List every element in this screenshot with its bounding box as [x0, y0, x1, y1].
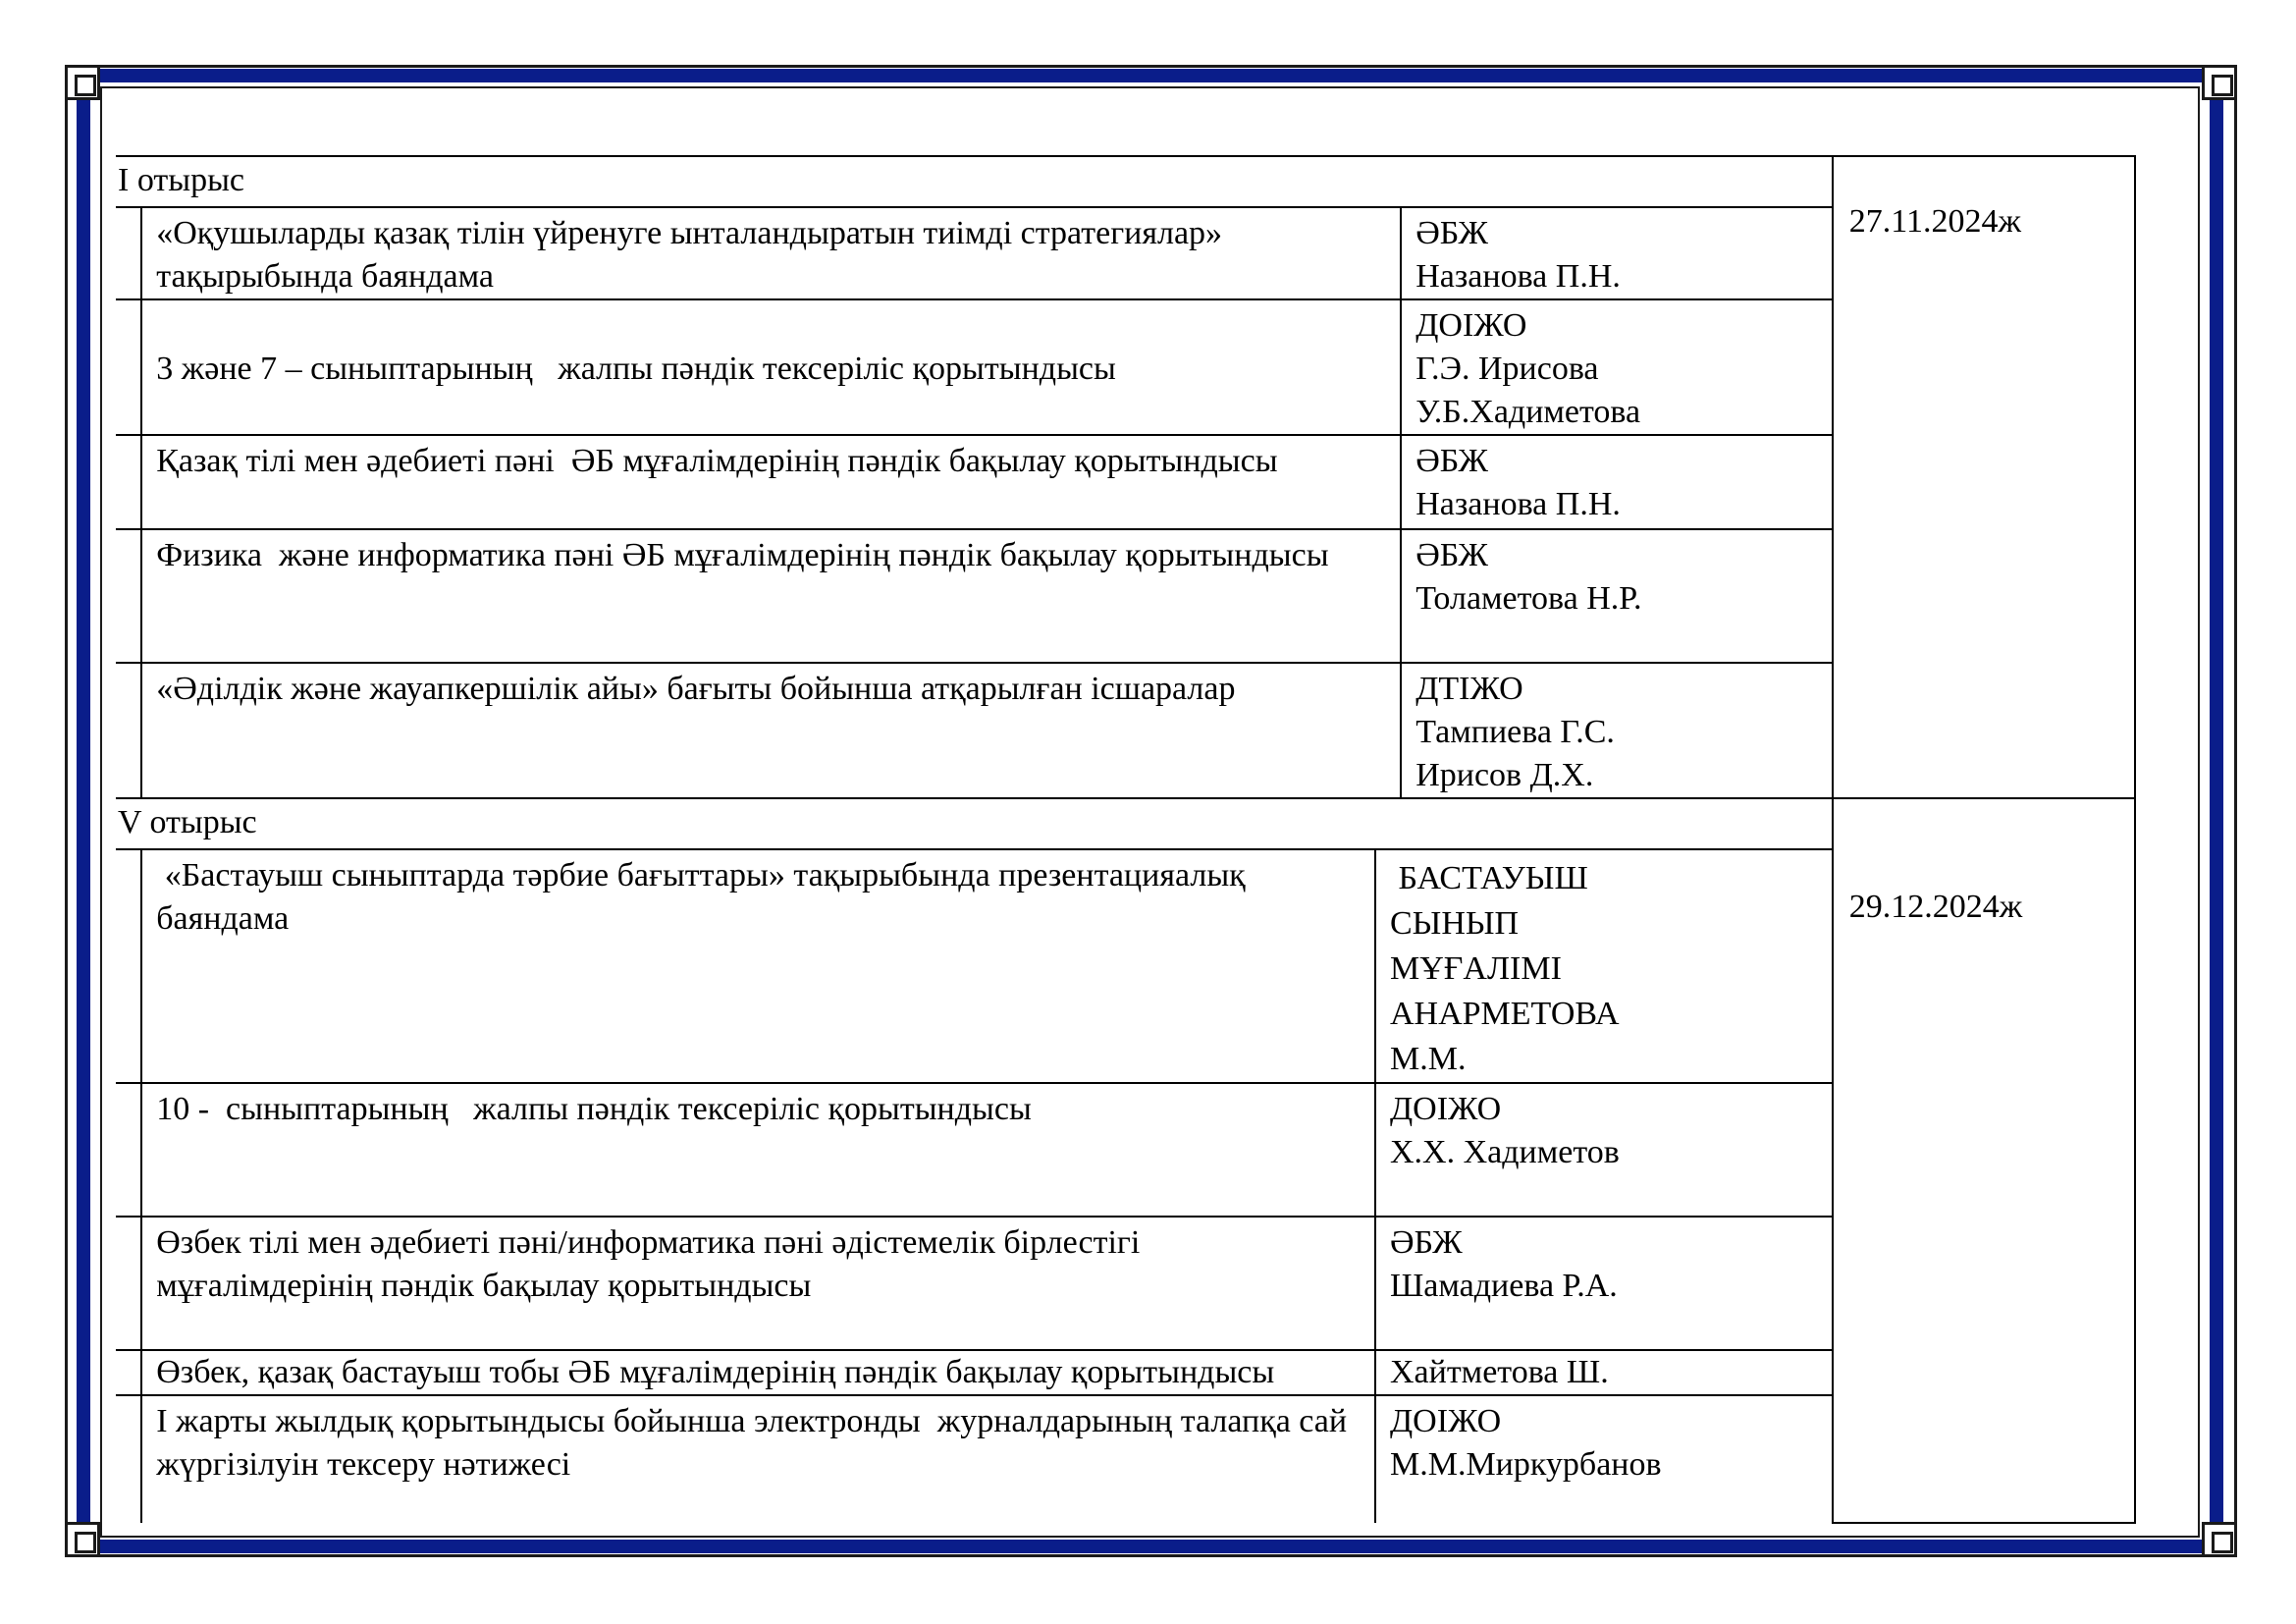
table-row — [116, 1083, 2135, 1217]
responsible-line: Назанова П.Н. — [1415, 258, 1621, 295]
topic-cell: Физика және информатика пәні ӘБ мұғалімдерінің пәндік бақылау қорытындысы — [141, 529, 1401, 663]
responsible-cell — [1401, 435, 1832, 529]
responsible-line: ӘБЖ — [1389, 1224, 1463, 1261]
responsible-line: Ирисов Д.Х. — [1415, 757, 1594, 793]
responsible-line: Шамадиева Р.А. — [1389, 1268, 1618, 1304]
table-row — [116, 529, 2135, 663]
responsible-line: МҰҒАЛІМІ — [1389, 950, 1562, 987]
responsible-line: БАСТАУЫШ — [1389, 860, 1588, 896]
frame-corner-ornament — [2202, 65, 2237, 100]
table-row — [116, 207, 2135, 299]
row-number-cell — [116, 849, 141, 1083]
responsible-line: М.М. — [1389, 1041, 1467, 1077]
table-row — [116, 299, 2135, 435]
responsible-line: М.М.Миркурбанов — [1389, 1446, 1662, 1483]
responsible-line: Х.Х. Хадиметов — [1389, 1134, 1620, 1170]
topic-cell: Өзбек тілі мен әдебиеті пәні/информатика пәні әдістемелік бірлестігі мұғалімдерінің пәндік бақылау қорытындысы — [141, 1217, 1375, 1350]
row-number-cell — [116, 1217, 141, 1350]
table-row — [116, 663, 2135, 798]
responsible-cell — [1375, 1083, 1833, 1217]
session-header-row — [116, 798, 2135, 849]
responsible-line: ӘБЖ — [1415, 443, 1488, 479]
row-number-cell — [116, 1395, 141, 1523]
schedule-table — [116, 155, 2136, 1520]
responsible-line: Тампиева Г.С. — [1415, 714, 1615, 750]
topic-cell: І жарты жылдық қорытындысы бойынша электронды журналдарының талапқа сай жүргізілуін тексеру нәтижесі — [141, 1395, 1375, 1523]
responsible-line: ДОІЖО — [1415, 307, 1527, 344]
responsible-line: ӘБЖ — [1415, 537, 1488, 573]
responsible-cell — [1401, 207, 1832, 299]
frame-corner-ornament — [65, 1522, 100, 1557]
responsible-line: АНАРМЕТОВА — [1389, 996, 1620, 1032]
responsible-cell — [1375, 1395, 1833, 1523]
session-header-row — [116, 156, 2135, 207]
topic-cell: «Оқушыларды қазақ тілін үйренуге ынталандыратын тиімді стратегиялар» тақырыбында баяндама — [141, 207, 1401, 299]
row-number-cell — [116, 299, 141, 435]
responsible-line: У.Б.Хадиметова — [1415, 394, 1641, 430]
frame-corner-ornament — [65, 65, 100, 100]
responsible-line: Назанова П.Н. — [1415, 486, 1621, 522]
row-number-cell — [116, 207, 141, 299]
table-row — [116, 1350, 2135, 1395]
responsible-cell — [1375, 849, 1833, 1083]
topic-cell: 3 және 7 – сыныптарының жалпы пәндік тексеріліс қорытындысы — [141, 299, 1401, 435]
responsible-cell — [1401, 663, 1832, 798]
row-number-cell — [116, 1350, 141, 1395]
session-title: V отырыс — [116, 798, 1833, 849]
row-number-cell — [116, 435, 141, 529]
table-row — [116, 1217, 2135, 1350]
responsible-line: Г.Э. Ирисова — [1415, 351, 1599, 387]
topic-cell: 10 - сыныптарының жалпы пәндік тексеріліс қорытындысы — [141, 1083, 1375, 1217]
responsible-line: Толаметова Н.Р. — [1415, 580, 1642, 617]
table-row — [116, 849, 2135, 1083]
topic-cell: Қазақ тілі мен әдебиеті пәні ӘБ мұғалімдерінің пәндік бақылау қорытындысы — [141, 435, 1401, 529]
row-number-cell — [116, 663, 141, 798]
topic-cell: «Бастауыш сыныптарда тәрбие бағыттары» тақырыбында презентацияалық баяндама — [141, 849, 1375, 1083]
session-title: I отырыс — [116, 156, 1833, 207]
responsible-cell — [1401, 299, 1832, 435]
responsible-line: ДОІЖО — [1389, 1091, 1502, 1127]
responsible-line: Хайтметова Ш. — [1389, 1354, 1609, 1390]
responsible-cell — [1401, 529, 1832, 663]
responsible-line: ДОІЖО — [1389, 1403, 1502, 1439]
table-row — [116, 1395, 2135, 1523]
topic-cell: «Әділдік және жауапкершілік айы» бағыты бойынша атқарылған ісшаралар — [141, 663, 1401, 798]
responsible-line: ДТІЖО — [1415, 671, 1523, 707]
frame-corner-ornament — [2202, 1522, 2237, 1557]
session-date: 29.12.2024ж — [1833, 798, 2135, 1523]
row-number-cell — [116, 529, 141, 663]
responsible-cell — [1375, 1217, 1833, 1350]
responsible-line: СЫНЫП — [1389, 905, 1520, 942]
responsible-line: ӘБЖ — [1415, 215, 1488, 251]
row-number-cell — [116, 1083, 141, 1217]
table-row — [116, 435, 2135, 529]
topic-cell: Өзбек, қазақ бастауыш тобы ӘБ мұғалімдерінің пәндік бақылау қорытындысы — [141, 1350, 1375, 1395]
session-date: 27.11.2024ж — [1833, 156, 2135, 798]
responsible-cell — [1375, 1350, 1833, 1395]
